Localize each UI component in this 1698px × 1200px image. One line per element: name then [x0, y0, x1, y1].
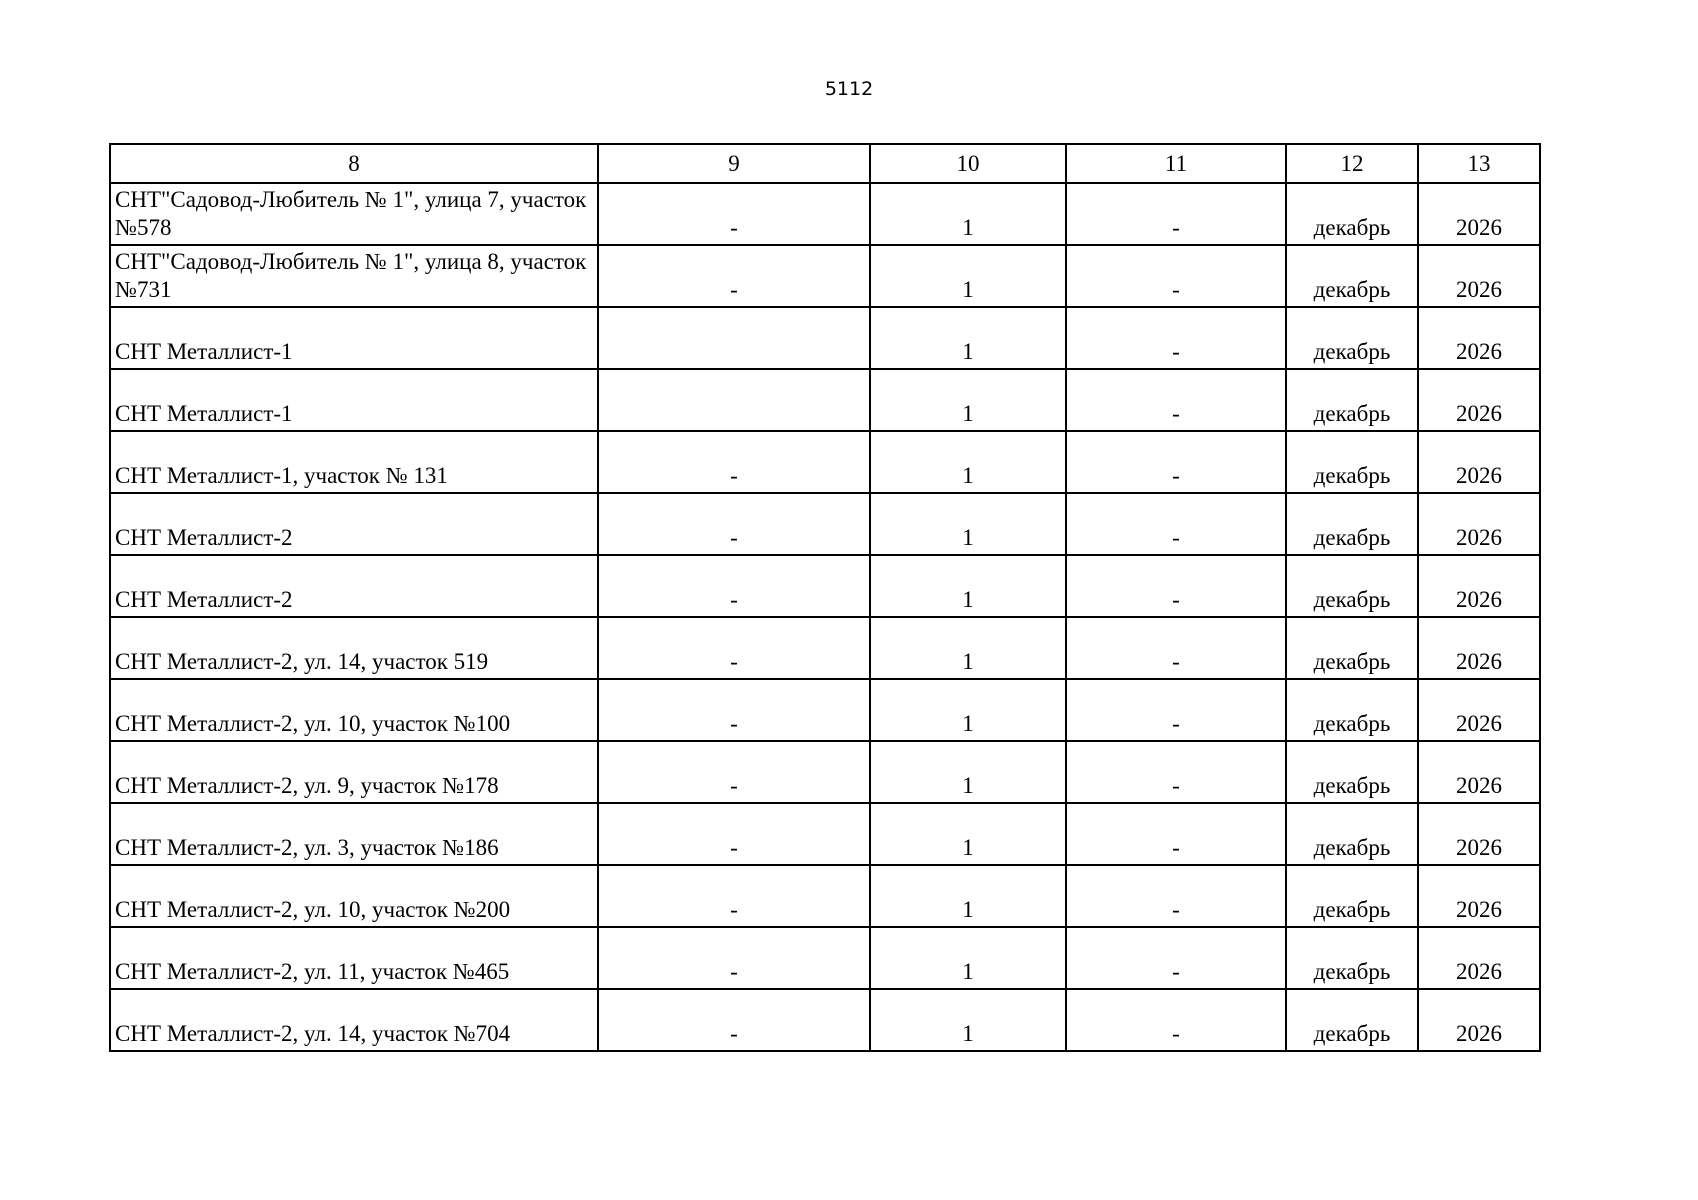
quantity-cell: 1: [870, 245, 1066, 307]
month-cell: декабрь: [1286, 741, 1418, 803]
month-cell: декабрь: [1286, 307, 1418, 369]
month-cell: декабрь: [1286, 245, 1418, 307]
year-cell: 2026: [1418, 741, 1540, 803]
table-row: [110, 307, 1540, 369]
col9-cell: [598, 369, 870, 431]
col9-cell: -: [598, 865, 870, 927]
header-cell-13: 13: [1418, 144, 1540, 183]
table-row: [110, 989, 1540, 1051]
col9-cell: -: [598, 803, 870, 865]
address-cell: СНТ"Садовод-Любитель № 1", улица 8, участок №731: [110, 245, 598, 307]
header-cell-12: 12: [1286, 144, 1418, 183]
year-cell: 2026: [1418, 927, 1540, 989]
table-row: [110, 927, 1540, 989]
col9-cell: -: [598, 617, 870, 679]
address-cell: СНТ Металлист-2, ул. 10, участок №100: [110, 679, 598, 741]
table-row: [110, 865, 1540, 927]
address-cell: СНТ Металлист-1: [110, 369, 598, 431]
address-cell: СНТ Металлист-2: [110, 493, 598, 555]
address-cell: СНТ"Садовод-Любитель № 1", улица 7, участок №578: [110, 183, 598, 245]
year-cell: 2026: [1418, 803, 1540, 865]
year-cell: 2026: [1418, 555, 1540, 617]
col9-cell: -: [598, 245, 870, 307]
year-cell: 2026: [1418, 183, 1540, 245]
table-row: [110, 431, 1540, 493]
quantity-cell: 1: [870, 803, 1066, 865]
year-cell: 2026: [1418, 865, 1540, 927]
month-cell: декабрь: [1286, 679, 1418, 741]
col9-cell: -: [598, 183, 870, 245]
col11-cell: -: [1066, 865, 1286, 927]
address-cell: СНТ Металлист-2, ул. 11, участок №465: [110, 927, 598, 989]
col9-cell: -: [598, 555, 870, 617]
year-cell: 2026: [1418, 369, 1540, 431]
header-cell-8: 8: [110, 144, 598, 183]
quantity-cell: 1: [870, 307, 1066, 369]
col9-cell: -: [598, 679, 870, 741]
address-cell: СНТ Металлист-2, ул. 10, участок №200: [110, 865, 598, 927]
col9-cell: -: [598, 741, 870, 803]
quantity-cell: 1: [870, 183, 1066, 245]
table-row: [110, 741, 1540, 803]
col11-cell: -: [1066, 803, 1286, 865]
quantity-cell: 1: [870, 927, 1066, 989]
month-cell: декабрь: [1286, 803, 1418, 865]
quantity-cell: 1: [870, 741, 1066, 803]
address-cell: СНТ Металлист-2, ул. 14, участок 519: [110, 617, 598, 679]
year-cell: 2026: [1418, 493, 1540, 555]
table-row: [110, 245, 1540, 307]
col9-cell: -: [598, 989, 870, 1051]
table-row: [110, 679, 1540, 741]
table-row: [110, 183, 1540, 245]
table-header-row: [110, 144, 1540, 183]
quantity-cell: 1: [870, 617, 1066, 679]
month-cell: декабрь: [1286, 431, 1418, 493]
col9-cell: -: [598, 493, 870, 555]
address-cell: СНТ Металлист-1, участок № 131: [110, 431, 598, 493]
month-cell: декабрь: [1286, 927, 1418, 989]
header-cell-11: 11: [1066, 144, 1286, 183]
col11-cell: -: [1066, 617, 1286, 679]
quantity-cell: 1: [870, 369, 1066, 431]
col9-cell: -: [598, 927, 870, 989]
col11-cell: -: [1066, 183, 1286, 245]
header-cell-9: 9: [598, 144, 870, 183]
header-cell-10: 10: [870, 144, 1066, 183]
year-cell: 2026: [1418, 431, 1540, 493]
col9-cell: [598, 307, 870, 369]
address-cell: СНТ Металлист-2, ул. 14, участок №704: [110, 989, 598, 1051]
data-table: [109, 143, 1541, 1052]
quantity-cell: 1: [870, 865, 1066, 927]
page-number: 5112: [824, 78, 874, 100]
month-cell: декабрь: [1286, 183, 1418, 245]
year-cell: 2026: [1418, 307, 1540, 369]
month-cell: декабрь: [1286, 555, 1418, 617]
month-cell: декабрь: [1286, 617, 1418, 679]
col11-cell: -: [1066, 245, 1286, 307]
quantity-cell: 1: [870, 555, 1066, 617]
month-cell: декабрь: [1286, 493, 1418, 555]
col11-cell: -: [1066, 555, 1286, 617]
col11-cell: -: [1066, 989, 1286, 1051]
table-row: [110, 803, 1540, 865]
year-cell: 2026: [1418, 245, 1540, 307]
month-cell: декабрь: [1286, 989, 1418, 1051]
col11-cell: -: [1066, 431, 1286, 493]
year-cell: 2026: [1418, 679, 1540, 741]
quantity-cell: 1: [870, 431, 1066, 493]
col11-cell: -: [1066, 927, 1286, 989]
address-cell: СНТ Металлист-2, ул. 3, участок №186: [110, 803, 598, 865]
month-cell: декабрь: [1286, 865, 1418, 927]
address-cell: СНТ Металлист-1: [110, 307, 598, 369]
table-row: [110, 369, 1540, 431]
address-cell: СНТ Металлист-2: [110, 555, 598, 617]
col9-cell: -: [598, 431, 870, 493]
col11-cell: -: [1066, 307, 1286, 369]
table-body: [110, 144, 1540, 1051]
col11-cell: -: [1066, 369, 1286, 431]
table-row: [110, 617, 1540, 679]
table-row: [110, 555, 1540, 617]
year-cell: 2026: [1418, 617, 1540, 679]
col11-cell: -: [1066, 493, 1286, 555]
quantity-cell: 1: [870, 679, 1066, 741]
quantity-cell: 1: [870, 989, 1066, 1051]
year-cell: 2026: [1418, 989, 1540, 1051]
quantity-cell: 1: [870, 493, 1066, 555]
month-cell: декабрь: [1286, 369, 1418, 431]
table-row: [110, 493, 1540, 555]
address-cell: СНТ Металлист-2, ул. 9, участок №178: [110, 741, 598, 803]
col11-cell: -: [1066, 679, 1286, 741]
col11-cell: -: [1066, 741, 1286, 803]
